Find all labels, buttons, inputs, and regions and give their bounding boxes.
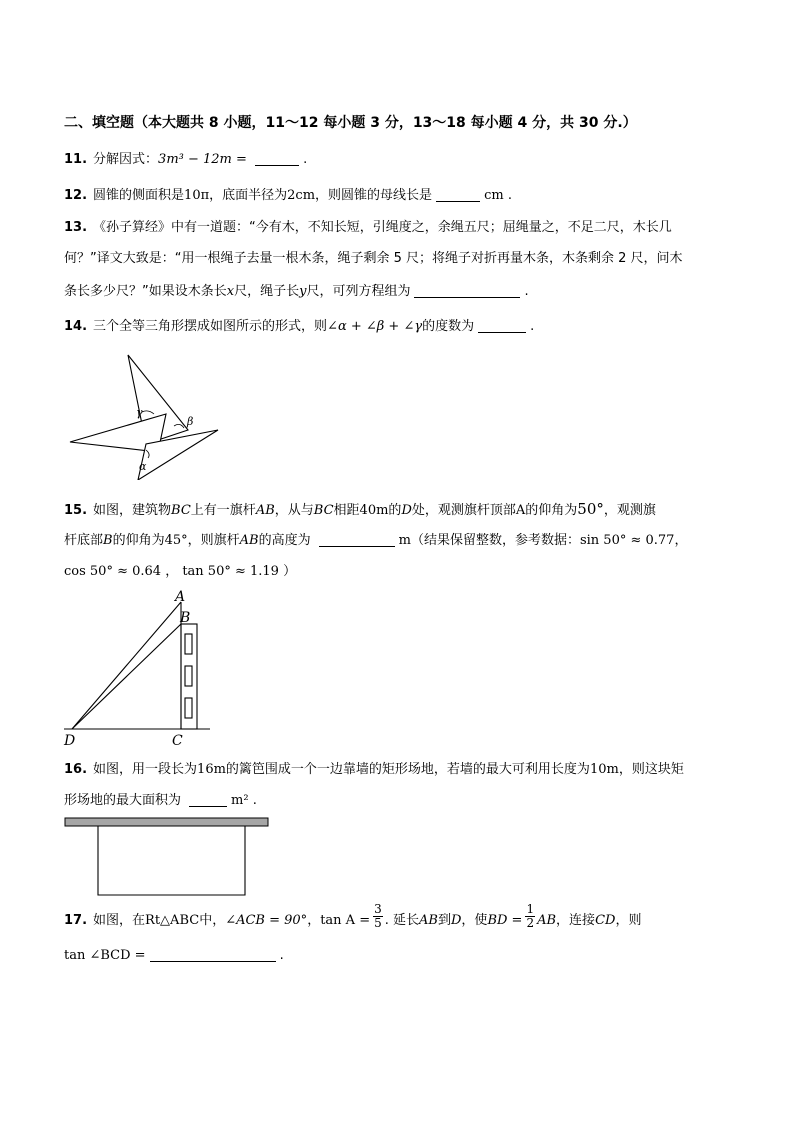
q17-bd: BD = xyxy=(487,913,523,928)
fraction-numerator: 1 xyxy=(526,902,535,916)
q17-tan-bcd: tan ∠BCD = xyxy=(64,948,146,963)
question-number: 11. xyxy=(64,152,88,167)
label-d: D xyxy=(64,733,76,749)
q17-text: ，连接 xyxy=(556,913,596,928)
q15-text: （结果保留整数，参考数据： xyxy=(410,533,580,548)
q11-end: . xyxy=(303,152,308,167)
q13-text-3c: 尺，可列方程组为 xyxy=(306,284,411,299)
q17-text: ，则 xyxy=(615,913,642,928)
answer-blank[interactable] xyxy=(478,319,526,333)
q13-end: . xyxy=(524,284,529,299)
q15-bc: BC xyxy=(313,503,334,518)
question-number: 14. xyxy=(64,319,88,334)
question-17-line-1 xyxy=(64,902,642,930)
q15-angle-50: 50° xyxy=(577,500,604,518)
question-15-line-3: cos 50° ≈ 0.64 ， tan 50° ≈ 1.19 ） xyxy=(64,564,297,579)
q13-text-3a: 条长多少尺？”如果设木条长 xyxy=(64,284,227,299)
question-number: 15. xyxy=(64,503,88,518)
q17-d: D xyxy=(450,913,462,928)
question-17-line-2 xyxy=(64,947,284,965)
q17-text: 中， xyxy=(199,913,226,928)
fraction-3-5 xyxy=(373,903,383,930)
q14-text-2: 的度数为 xyxy=(422,319,475,334)
q15-text: 上有一旗杆 xyxy=(190,503,256,518)
question-16-line-1 xyxy=(64,761,684,779)
q12-unit: cm xyxy=(484,188,504,203)
q15-text: 的高度为 xyxy=(258,533,311,548)
q12-text-1: 圆锥的侧面积是 xyxy=(93,188,185,203)
q17-angle: ∠ACB = 90° xyxy=(225,913,308,928)
q17-ab: AB xyxy=(537,913,557,928)
question-15-line-2 xyxy=(64,532,687,550)
q12-end: . xyxy=(507,188,512,203)
flagpole-figure xyxy=(60,588,220,750)
fraction-denominator: 2 xyxy=(526,916,535,930)
question-15-line-1 xyxy=(64,500,656,520)
fraction-denominator: 5 xyxy=(374,916,382,930)
q15-text: 的仰角为 xyxy=(112,533,165,548)
q15-text: 的 xyxy=(388,503,402,518)
q15-ab: AB xyxy=(239,533,259,548)
fence-figure xyxy=(64,816,270,898)
question-11 xyxy=(64,151,307,169)
q17-cd: CD xyxy=(595,913,616,928)
question-number: 12. xyxy=(64,188,88,203)
q12-text-3: ，则圆锥的母线长是 xyxy=(315,188,433,203)
answer-blank[interactable] xyxy=(150,948,276,962)
q17-text: 到 xyxy=(437,913,451,928)
q15-text: 处，观测旗杆顶部 xyxy=(411,503,516,518)
fraction-1-2 xyxy=(525,903,535,930)
q17-triangle: Rt△ABC xyxy=(145,913,200,928)
q15-text: ，从与 xyxy=(274,503,314,518)
question-16-line-2 xyxy=(64,792,257,810)
q15-b: B xyxy=(103,533,113,548)
question-12 xyxy=(64,187,512,205)
q13-text-3b: 尺，绳子长 xyxy=(234,284,300,299)
q17-end: . xyxy=(279,948,284,963)
label-b: B xyxy=(180,610,191,626)
q17-ab: AB xyxy=(419,913,438,928)
q16-wall: 10m xyxy=(589,762,619,777)
label-alpha: α xyxy=(139,460,147,473)
q13-var-x: x xyxy=(226,284,235,299)
q16-end: . xyxy=(252,793,257,808)
q16-length: 16m xyxy=(197,762,226,777)
label-c: C xyxy=(172,733,183,749)
question-13-line-1 xyxy=(64,219,672,237)
q15-sin: sin 50° ≈ 0.77 xyxy=(579,533,675,548)
q12-area: 10π xyxy=(184,188,210,203)
answer-blank[interactable] xyxy=(189,793,227,807)
q11-expression: 3m³ − 12m = xyxy=(158,152,247,167)
q14-text-1: 三个全等三角形摆成如图所示的形式，则 xyxy=(93,319,328,334)
q15-text: 相距 xyxy=(333,503,360,518)
q15-text: ， xyxy=(674,533,688,548)
q15-text: ，则旗杆 xyxy=(187,533,240,548)
q17-tan: tan A = xyxy=(320,913,371,928)
q17-text: 如图，在 xyxy=(93,913,146,928)
q17-text: ，使 xyxy=(461,913,488,928)
answer-blank[interactable] xyxy=(414,284,520,298)
answer-blank[interactable] xyxy=(255,152,299,166)
q13-text-1: 《孙子算经》中有一道题：“今有木，不知长短，引绳度之，余绳五尺；屈绳量之，不足二尺，木长几 xyxy=(93,220,672,235)
label-beta: β xyxy=(187,415,194,428)
q16-text: ，则这块矩 xyxy=(618,762,684,777)
question-number: 17. xyxy=(64,913,88,928)
q15-a: A xyxy=(515,503,526,518)
q15-angle-45: 45° xyxy=(164,533,188,548)
q15-text: ，观测旗 xyxy=(603,503,656,518)
q17-text: ， xyxy=(307,913,321,928)
section-title: 二、填空题（本大题共 8 小题，11～12 每小题 3 分，13～18 每小题 4 分，共 30 分.） xyxy=(64,115,637,131)
label-a: A xyxy=(175,589,186,605)
triangles-figure xyxy=(66,350,226,480)
label-gamma: γ xyxy=(136,406,143,419)
question-number: 16. xyxy=(64,762,88,777)
q16-text: 如图，用一段长为 xyxy=(93,762,198,777)
q16-text: 形场地的最大面积为 xyxy=(64,793,182,808)
question-number: 13. xyxy=(64,220,88,235)
q13-var-y: y xyxy=(299,284,307,299)
q16-unit: m² xyxy=(231,793,249,808)
q12-text-2: ，底面半径为 xyxy=(209,188,288,203)
answer-blank[interactable] xyxy=(319,533,395,547)
q14-expression: ∠α + ∠β + ∠γ xyxy=(327,319,423,334)
answer-blank[interactable] xyxy=(436,188,480,202)
q16-text: 的篱笆围成一个一边靠墙的矩形场地，若墙的最大可利用长度为 xyxy=(225,762,590,777)
q15-d: D xyxy=(401,503,412,518)
question-14 xyxy=(64,318,534,336)
question-13-line-3 xyxy=(64,283,529,301)
q11-text: 分解因式： xyxy=(93,152,159,167)
q14-end: . xyxy=(530,319,535,334)
q15-ab: AB xyxy=(255,503,275,518)
q12-radius: 2cm xyxy=(287,188,316,203)
question-13-line-2: 何？”译文大致是：“用一根绳子去量一根木条，绳子剩余 5 尺；将绳子对折再量木条，木条剩余 2 尺，问木 xyxy=(64,251,683,266)
q17-text: . 延长 xyxy=(384,913,420,928)
fraction-numerator: 3 xyxy=(374,902,382,916)
q15-text: 的仰角为 xyxy=(525,503,578,518)
q15-text: 杆底部 xyxy=(64,533,104,548)
q15-text: 如图，建筑物 xyxy=(93,503,172,518)
q15-unit: m xyxy=(398,533,411,548)
q15-bc: BC xyxy=(171,503,191,518)
q15-distance: 40m xyxy=(359,503,389,518)
